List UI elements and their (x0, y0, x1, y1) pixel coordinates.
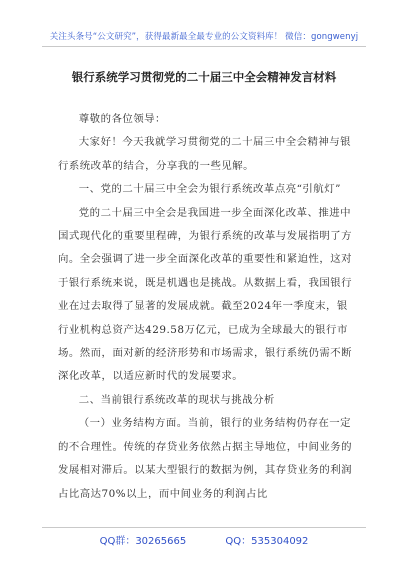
paragraph-section-2-1: （一）业务结构方面。当前，银行的业务结构仍存在一定的不合理性。传统的存贷业务依然占据主导地位，中间业务的发展相对滞后。以某大型银行的数据为例，其存贷业务的利润占比高达70%以上，而中间业务的利润占比 (58, 417, 353, 500)
qq-group-number: QQ群：30265665 (99, 536, 187, 547)
paragraph-intro: 大家好！今天我就学习贯彻党的二十届三中全会精神与银行系统改革的结合，分享我的一些见解。 (58, 136, 352, 172)
salutation: 尊敬的各位领导： (78, 113, 166, 125)
document-body (58, 108, 358, 506)
section-heading-2: 二、当前银行系统改革的现状与挑战分析 (78, 393, 275, 406)
header-divider (42, 46, 366, 47)
footer-divider (42, 527, 366, 528)
paragraph-section-1: 党的二十届三中全会是我国进一步全面深化改革、推进中国式现代化的重要里程碑，为银行系统的改革与发展指明了方向。全会强调了进一步全面深化改革的重要性和紧迫性，这对于银行系统来说，既是机遇也是挑战。从数据上看，我国银行业在过去取得了显著的发展成就。截至2024年一季度末，银行业机构总资产达429.58万亿元，已成为全球最大的银行市场。然而，面对新的经济形势和市场需求，银行系统仍需不断深化改革，以适应新时代的发展要求。 (58, 206, 353, 383)
document-title: 银行系统学习贯彻党的二十届三中全会精神发言材料 (71, 70, 337, 84)
section-heading-1: 一、党的二十届三中全会为银行系统改革点亮“引航灯” (78, 183, 341, 196)
page-header: 关注头条号“公文研究”，获得最新最全最专业的公文资料库！ 微信：gongwenyj (49, 32, 359, 42)
page-footer (0, 532, 408, 547)
qq-number: QQ：535304092 (225, 536, 309, 547)
